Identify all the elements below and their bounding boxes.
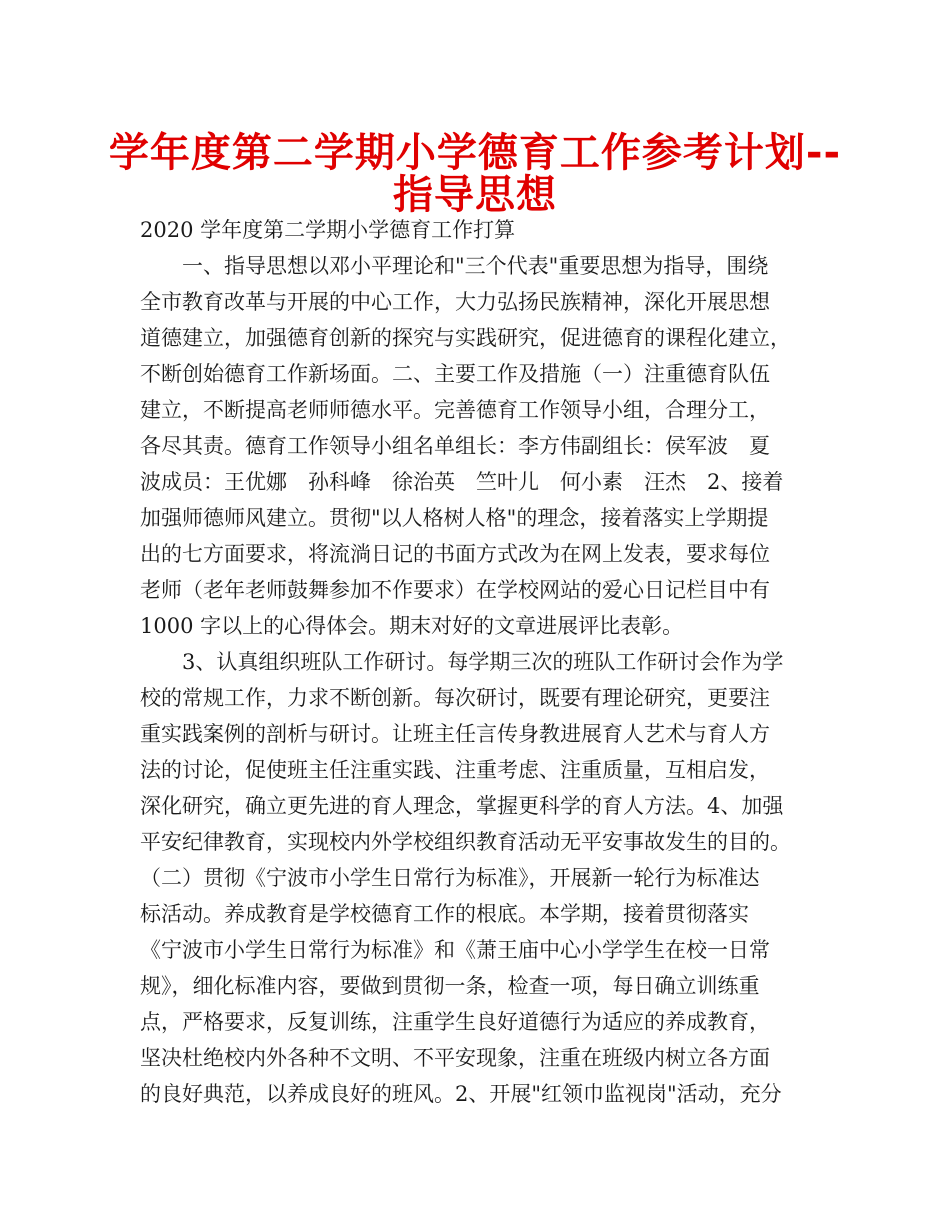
body-line: 点，严格要求，反复训练，注重学生良好道德行为适应的养成教育， [140,1010,770,1034]
document-title-line-2: 指导思想 [393,172,557,218]
body-line: 一、指导思想以邓小平理论和"三个代表"重要思想为指导，围绕 [140,254,769,278]
body-line: 出的七方面要求，将流淌日记的书面方式改为在网上发表，要求每位 [140,542,770,566]
body-line: 波成员：王优娜 孙科峰 徐治英 竺叶儿 何小素 汪杰 2、接着 [140,470,784,494]
body-line: 平安纪律教育，实现校内外学校组织教育活动无平安事故发生的目的。 [140,830,791,854]
body-line: 深化研究，确立更先进的育人理念，掌握更科学的育人方法。4、加强 [140,794,784,818]
body-line: 建立，不断提高老师师德水平。完善德育工作领导小组，合理分工， [140,398,770,422]
body-line: 加强师德师风建立。贯彻"以人格树人格"的理念，接着落实上学期提 [140,506,769,530]
body-line: 全市教育改革与开展的中心工作，大力弘扬民族精神，深化开展思想 [140,290,770,314]
body-line: 道德建立，加强德育创新的探究与实践研究，促进德育的课程化建立， [140,326,791,350]
body-line: 1000 字以上的心得体会。期末对好的文章进展评比表彰。 [140,614,684,638]
body-line: （二）贯彻《宁波市小学生日常行为标准》，开展新一轮行为标准达 [140,866,760,890]
body-line: 《宁波市小学生日常行为标准》和《萧王庙中心小学学生在校一日常 [140,938,770,962]
body-line: 不断创始德育工作新场面。二、主要工作及措施（一）注重德育队伍 [140,362,770,386]
body-line: 3、认真组织班队工作研讨。每学期三次的班队工作研讨会作为学 [140,650,784,674]
body-line: 规》，细化标准内容，要做到贯彻一条，检查一项，每日确立训练重 [140,974,760,998]
body-line: 标活动。养成教育是学校德育工作的根底。本学期，接着贯彻落实 [140,902,749,926]
body-line: 老师（老年老师鼓舞参加不作要求）在学校网站的爱心日记栏目中有 [140,578,770,602]
body-line: 坚决杜绝校内外各种不文明、不平安现象，注重在班级内树立各方面 [140,1046,770,1070]
body-line: 各尽其责。德育工作领导小组名单组长：李方伟副组长：侯军波 夏 [140,434,770,458]
body-line: 校的常规工作，力求不断创新。每次研讨，既要有理论研究，更要注 [140,686,770,710]
body-line: 的良好典范，以养成良好的班风。2、开展"红领巾监视岗"活动，充分 [140,1082,782,1106]
body-line: 2020 学年度第二学期小学德育工作打算 [140,218,516,242]
body-line: 法的讨论，促使班主任注重实践、注重考虑、注重质量，互相启发， [140,758,770,782]
body-line: 重实践案例的剖析与研讨。让班主任言传身教进展育人艺术与育人方 [140,722,770,746]
document-title-line-1: 学年度第二学期小学德育工作参考计划-- [108,130,842,176]
